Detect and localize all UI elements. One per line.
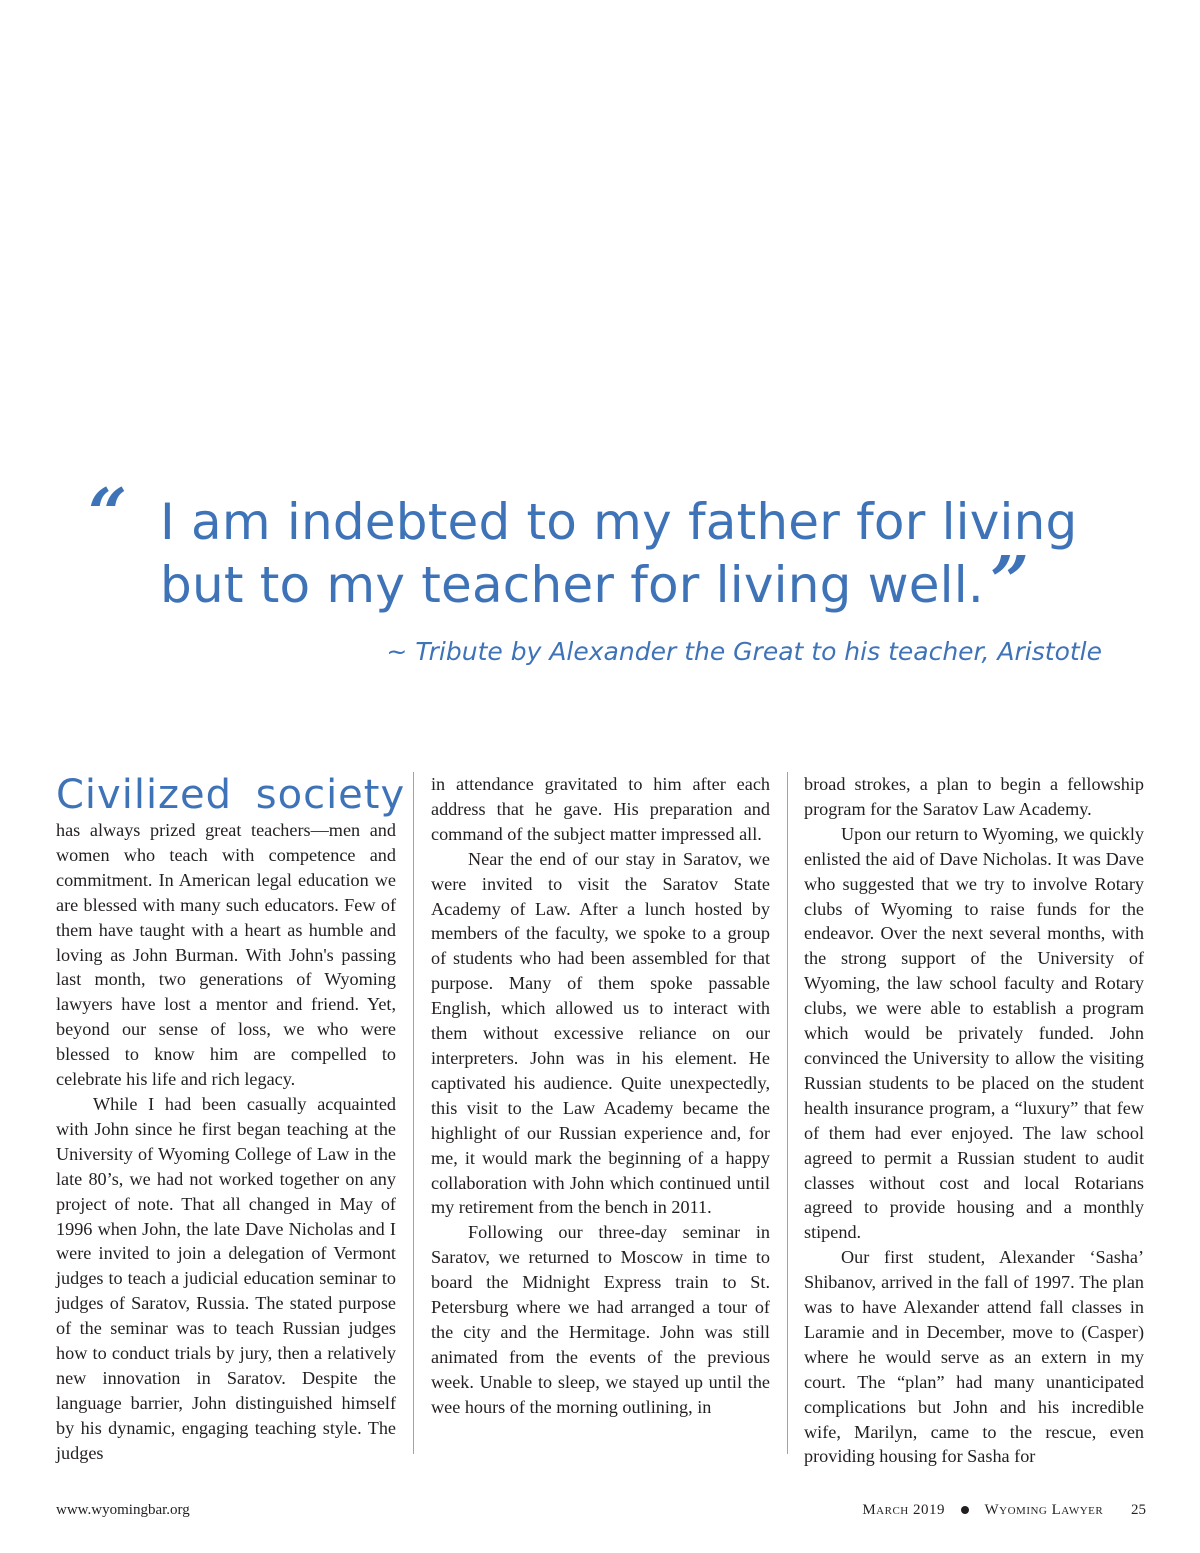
column-divider [787,772,788,1454]
quote-line-2: but to my teacher for living well. [160,556,984,614]
footer-url[interactable]: www.wyomingbar.org [56,1502,190,1518]
close-quote-mark: ” [990,542,1030,622]
open-quote-mark: “ [88,474,128,554]
article-column-1 [56,772,406,1466]
article-column-2 [431,772,770,1420]
paragraph: While I had been casually acquainted with John since he first began teaching at the University of Wyoming College of Law in the late 80’s, we had not worked together on any project of note. That all changed in May of 1996 when John, the late Dave Nicholas and I were invited to join a delegation of Vermont judges to teach a judicial education seminar to judges of Saratov, Russia. The stated purpose of the seminar was to teach Russian judges how to conduct trials by jury, then a relatively new innovation in Saratov. Despite the language barrier, John distinguished himself by his dynamic, engaging teaching style. The judges [56,1093,396,1463]
footer-folio [862,1502,1146,1519]
paragraph: Following our three-day seminar in Saratov, we returned to Moscow in time to board the Midnight Express train to St. Petersburg where we had arranged a tour of the city and the Hermitage. John was still animated from the events of the previous week. Unable to sleep, we stayed up until the wee hours of the morning outlining, in [431,1222,770,1417]
paragraph: has always prized great teachers—men and women who teach with competence and commitment. In American legal education we are blessed with many such educators. Few of them have taught with a heart as humble and loving as John Burman. With John's passing last month, two generations of Wyoming lawyers have lost a mentor and friend. Yet, beyond our sense of loss, we who were blessed to know him are compelled to celebrate his life and rich legacy. [56,820,396,1090]
footer-issue: March 2019 [862,1502,945,1518]
page-footer [56,1502,1146,1526]
column-divider [413,772,414,1454]
bullet-separator-icon [961,1506,969,1514]
quote-attribution: ~ Tribute by Alexander the Great to his teacher, Aristotle [386,637,1102,666]
paragraph: Our first student, Alexander ‘Sasha’ Shibanov, arrived in the fall of 1997. The plan was to have Alexander attend fall classes in Laramie and in December, move to (Casper) where he would serve as an extern in my court. The “plan” had many unanticipated complications but John and his incredible wife, Marilyn, came to the rescue, even providing housing for Sasha for [804,1247,1144,1467]
article-column-3 [804,772,1144,1469]
page-number: 25 [1131,1502,1146,1518]
paragraph: broad strokes, a plan to begin a fellowship program for the Saratov Law Academy. [804,774,1144,819]
paragraph: Near the end of our stay in Saratov, we were invited to visit the Saratov State Academy of Law. After a lunch hosted by members of the faculty, we spoke to a group of students who had been assembled for that purpose. Many of them spoke passable English, which allowed us to interact with them without excessive reliance on our interpreters. John was in his element. He captivated his audience. Quite unexpectedly, this visit to the Law Academy became the highlight of our Russian experience and, for me, it would mark the beginning of a happy collaboration with John which continued until my retirement from the bench in 2011. [431,848,770,1218]
article-body [56,772,1146,1467]
pull-quote [0,474,1200,680]
quote-line-1: I am indebted to my father for living [160,493,1078,551]
lead-in-heading: Civilized society [56,772,406,818]
footer-publication: Wyoming Lawyer [984,1502,1104,1518]
paragraph: Upon our return to Wyoming, we quickly enlisted the aid of Dave Nicholas. It was Dave who suggested that we try to involve Rotary clubs of Wyoming to raise funds for the endeavor. Over the next several months, with the strong support of the University of Wyoming, the law school faculty and Rotary clubs, we were able to establish a program which would be privately funded. John convinced the University to allow the visiting Russian students to be placed on the student health insurance program, a “luxury” that few of them had ever enjoyed. The law school agreed to permit a Russian student to audit classes without cost and local Rotarians agreed to provide housing and a monthly stipend. [804,823,1144,1243]
paragraph: in attendance gravitated to him after each address that he gave. His preparation and command of the subject matter impressed all. [431,774,770,844]
